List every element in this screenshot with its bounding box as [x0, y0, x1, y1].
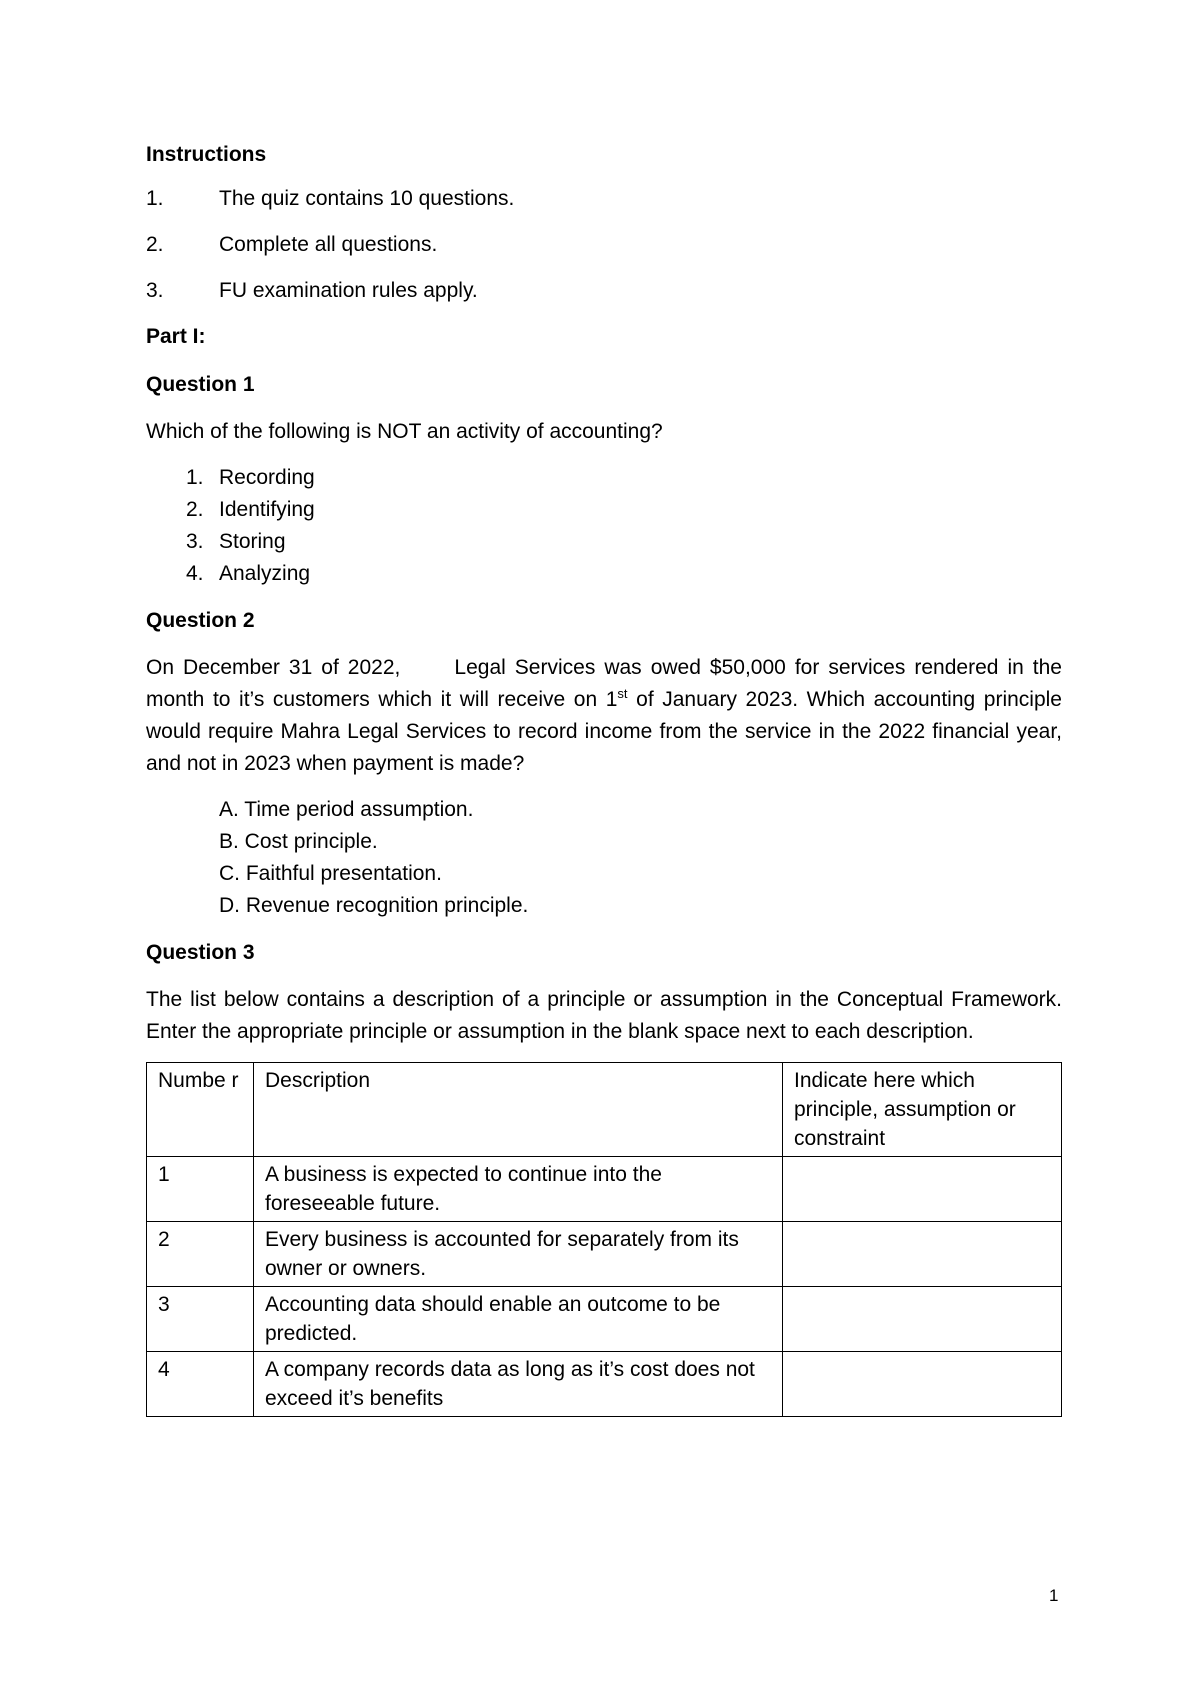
question-3-prompt: The list below contains a description of a principle or assumption in the Conceptual Framework. Enter the appropriate principle or assumption in the blank space next to each description.: [146, 988, 1062, 1043]
answer-cell[interactable]: [783, 1352, 1062, 1417]
table-header-row: [147, 1063, 1062, 1157]
row-number: 3: [147, 1287, 254, 1352]
option-item: [146, 526, 1062, 558]
row-number: 2: [147, 1222, 254, 1287]
question-1-prompt: Which of the following is NOT an activity of accounting?: [146, 420, 663, 443]
row-number: 1: [147, 1157, 254, 1222]
row-description: A business is expected to continue into the foreseeable future.: [254, 1157, 783, 1222]
instruction-text: FU examination rules apply.: [219, 279, 478, 302]
document-page: [146, 140, 1068, 1417]
page-number: 1: [1049, 1586, 1059, 1605]
table-row: [147, 1157, 1062, 1222]
header-answer: Indicate here which principle, assumption or constraint: [783, 1063, 1062, 1157]
table-row: [147, 1352, 1062, 1417]
question-1-options: [146, 462, 1062, 590]
instruction-number: 2.: [146, 233, 164, 256]
option-text: Storing: [219, 530, 286, 553]
instruction-item: [146, 184, 1062, 214]
part-label: Part I:: [146, 325, 206, 348]
row-description: Accounting data should enable an outcome to be predicted.: [254, 1287, 783, 1352]
question-1-title: Question 1: [146, 373, 255, 396]
answer-cell[interactable]: [783, 1157, 1062, 1222]
row-description: A company records data as long as it’s cost does not exceed it’s benefits: [254, 1352, 783, 1417]
question-2-prompt-part1: On December 31 of 2022, Legal Services was owed $50,000 for services rendered in the month to it’s customers which it will receive on 1: [146, 656, 1068, 711]
instruction-number: 1.: [146, 187, 164, 210]
option-item: [146, 462, 1062, 494]
ordinal-suffix: st: [617, 686, 628, 701]
option-number: 4.: [186, 562, 204, 585]
table-row: [147, 1287, 1062, 1352]
question-2-prompt-part2: of January 2023. Which accounting principle would require Mahra Legal Services to record income from the service in the 2022 financial year, and not in 2023 when payment is made?: [146, 688, 1068, 775]
question-2-prompt: [146, 652, 1068, 780]
option-text: Recording: [219, 466, 315, 489]
option-number: 1.: [186, 466, 204, 489]
row-description: Every business is accounted for separately from its owner or owners.: [254, 1222, 783, 1287]
principles-table: [146, 1062, 1062, 1417]
option-number: 2.: [186, 498, 204, 521]
instruction-item: [146, 276, 1062, 306]
table-row: [147, 1222, 1062, 1287]
instruction-text: Complete all questions.: [219, 233, 438, 256]
instruction-number: 3.: [146, 279, 164, 302]
option-item: [146, 494, 1062, 526]
option-item: A. Time period assumption.: [219, 798, 474, 821]
header-description: Description: [254, 1063, 783, 1157]
answer-cell[interactable]: [783, 1287, 1062, 1352]
option-text: Analyzing: [219, 562, 311, 585]
question-2-options: [146, 794, 1062, 922]
question-3-title: Question 3: [146, 941, 255, 964]
option-item: [146, 558, 1062, 590]
question-2-title: Question 2: [146, 609, 255, 632]
option-number: 3.: [186, 530, 204, 553]
instructions-list: [146, 184, 1062, 306]
header-number: Numbe r: [147, 1063, 254, 1157]
instructions-heading: Instructions: [146, 143, 267, 166]
option-text: Identifying: [219, 498, 315, 521]
instruction-item: [146, 230, 1062, 260]
row-number: 4: [147, 1352, 254, 1417]
answer-cell[interactable]: [783, 1222, 1062, 1287]
option-item: D. Revenue recognition principle.: [219, 894, 529, 917]
instruction-text: The quiz contains 10 questions.: [219, 187, 515, 210]
option-item: B. Cost principle.: [219, 830, 378, 853]
option-item: C. Faithful presentation.: [219, 862, 442, 885]
